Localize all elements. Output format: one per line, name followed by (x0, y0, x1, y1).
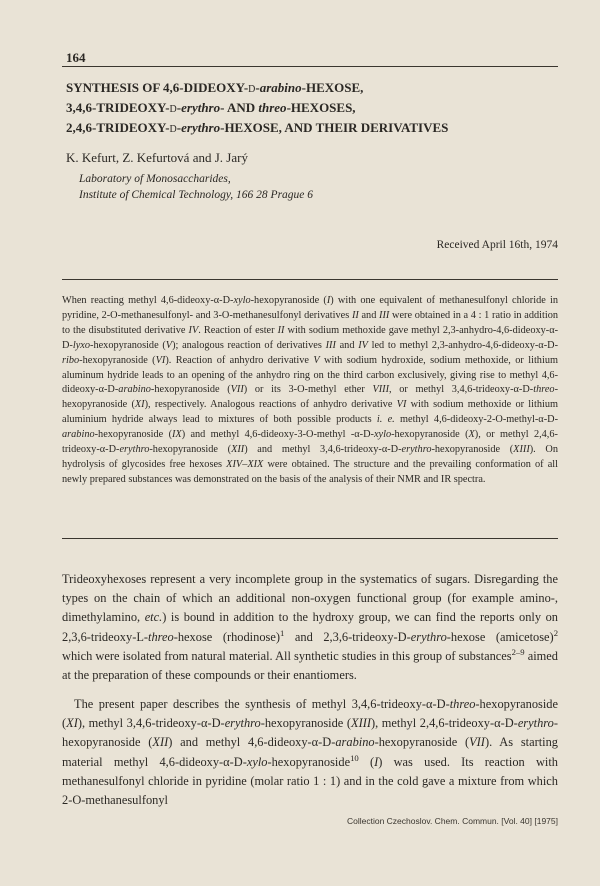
abstract-text-run: VI (396, 399, 407, 411)
abstract-text-run: with sodium hydroxide, sodium methoxide, or lithium aluminum hydride leads to an opening of the anhydro ring on the third carbon exclusively, giving rise to methyl 4,6-dideoxy-α-D- (62, 354, 558, 396)
paragraph1-text-run: threo (148, 629, 174, 644)
abstract-text-run: -hexopyranoside ( (250, 295, 327, 306)
paragraph2-text-run: XIII (351, 716, 371, 731)
abstract-text-run: II (351, 309, 359, 321)
body-paragraph-2 (62, 695, 558, 810)
abstract-text-run: with sodium methoxide or lithium aluminium hydride always lead to mixtures of both possible products (62, 399, 559, 426)
abstract-text-run: ). Reaction of anhydro derivative (165, 354, 314, 366)
abstract-text-run: IX (172, 429, 182, 441)
paragraph2-text-run: -hexopyranoside ( (260, 716, 352, 731)
abstract-text-run: xylo (373, 429, 392, 441)
abstract-text-run: I (326, 295, 331, 306)
paragraph2-text-run: erythro (224, 716, 261, 731)
abstract-text-run: -hexopyranoside ( (150, 384, 231, 396)
header-rule (62, 66, 558, 67)
paragraph2-text-run: -hexopyranoside ( (374, 735, 470, 750)
abstract-text-run: III (325, 339, 336, 351)
abstract-text-run: erythro (401, 444, 432, 456)
abstract-bottom-rule (62, 538, 558, 539)
abstract-text-run: xylo (233, 295, 251, 306)
abstract-text-run: V (313, 354, 320, 366)
abstract-text-run: II (277, 324, 285, 336)
abstract-text-run: lyxo (72, 339, 91, 351)
abstract-text-run: were obtained. The structure and the prevailing conformation of all newly prepared substances was demonstrated on the basis of the analysis of their NMR and IR spectra. (62, 458, 558, 485)
paragraph1-text-run: which were isolated from natural material. All synthetic studies in this group of substances (62, 648, 512, 663)
abstract-text-run: erythro (119, 444, 150, 456)
article-title: SYNTHESIS OF 4,6-DIDEOXY-D-arabino-HEXOSE, 3,4,6-TRIDEOXY-D-erythro- AND threo-HEXOSES, 2,4,6-TRIDEOXY-D-erythro-HEXOSE, AND THEIR DERIVATIVES (66, 80, 449, 135)
abstract-text-run: with sodium methoxide gave methyl 2,3-anhydro-4,6-dideoxy-α-D- (62, 324, 559, 351)
abstract-text-run: XIV (226, 458, 243, 470)
abstract-text-run: V (165, 339, 173, 351)
paragraph2-text-run: The present paper describes the synthesis of methyl 3,4,6-trideoxy-α-D- (74, 697, 450, 711)
abstract-text-run: -hexopyranoside ( (94, 429, 172, 441)
abstract-text-run: -hexopyranoside ( (62, 384, 558, 411)
paragraph2-text-run: ), methyl 3,4,6-trideoxy-α-D- (77, 716, 225, 731)
abstract-text-run: X (468, 429, 475, 441)
abstract-top-rule (62, 279, 558, 280)
affiliation-line: Laboratory of Monosaccharides, (79, 173, 231, 185)
abstract-text-run: IV (358, 339, 368, 351)
abstract-text-run: XIX (247, 458, 264, 470)
abstract-text-run: ). On hydrolysis of glycosides free hexoses (62, 444, 558, 470)
abstract-text-run: threo (533, 384, 555, 396)
paragraph2-text-run: XI (66, 716, 78, 731)
abstract-text-run: XI (134, 399, 145, 411)
paragraph1-text-run: etc. (144, 610, 163, 625)
abstract-text-run: IV (188, 324, 199, 336)
abstract-text-run: ) and methyl 4,6-dideoxy-3-O-methyl -α-D- (181, 429, 374, 441)
paragraph1-text-run: Trideoxyhexoses represent a very incomplete group in the systematics of sugars. Disregarding the types on the chain of which an additional non-oxygen functional group (for example amino-, dimethylamino, (62, 572, 558, 625)
abstract-text-run: and (358, 309, 380, 321)
paragraph1-text-run: -hexose (rhodinose) (173, 629, 280, 644)
abstract-text-run: arabino (62, 429, 95, 441)
abstract-text-run: -hexopyranoside ( (90, 339, 166, 351)
received-date: Received April 16th, 1974 (436, 239, 558, 251)
abstract-text-run: When reacting methyl 4,6-dideoxy-α-D- (62, 295, 234, 306)
abstract-text-run: VI (155, 354, 166, 366)
abstract-text-run: III (379, 309, 390, 321)
abstract-text-run: -hexopyranoside ( (431, 444, 514, 456)
abstract-text-run: -hexopyranoside ( (149, 444, 232, 456)
abstract-text-run: XII (231, 444, 245, 456)
abstract-text-run: and (335, 339, 359, 351)
paragraph2-text-run: -hexopyranoside (267, 754, 351, 769)
paragraph2-text-run: VII (469, 735, 485, 750)
abstract-text-run: ), or methyl 2,4,6-trideoxy-α-D- (62, 429, 558, 456)
affiliation-line: Institute of Chemical Technology, 166 28 Prague 6 (79, 189, 314, 201)
paragraph2-text-run: ), methyl 2,4,6-trideoxy-α-D- (370, 716, 518, 731)
paragraph2-text-run: ). As starting material methyl 4,6-dideoxy-α-D- (62, 735, 558, 769)
abstract-text-run: -hexopyranoside ( (79, 354, 156, 366)
paragraph2-text-run: threo (449, 697, 476, 711)
abstract-text-run: methyl 4,6-dideoxy-2-O-methyl-α-D- (394, 414, 558, 426)
paragraph2-text-run: 10 (350, 752, 359, 763)
abstract-text-run: led to methyl 2,3-anhydro-4,6-dideoxy-α-D- (367, 339, 558, 351)
abstract-text-run: VII (230, 384, 244, 396)
paragraph1-text-run: 2 (553, 627, 559, 638)
abstract-text-run: . Reaction of ester (198, 324, 278, 336)
authors: K. Kefurt, Z. Kefurtová and J. Jarý (66, 150, 248, 165)
paragraph1-text-run: 2–9 (511, 646, 525, 657)
abstract-text-run: -hexopyranoside ( (391, 429, 469, 441)
paragraph2-text-run: -hexopyranoside ( (62, 697, 558, 731)
body-paragraph-1 (62, 570, 558, 685)
abstract-text-run: VIII (372, 384, 390, 396)
paragraph2-text-run: -hexopyranoside ( (62, 716, 558, 750)
abstract-text-run: were obtained in a 4 : 1 ratio in addition to the disubstituted derivative (62, 309, 559, 336)
abstract-text-run: , or methyl 3,4,6-trideoxy-α-D- (389, 384, 534, 396)
page-number: 164 (66, 50, 86, 65)
paragraph2-text-run: I (374, 754, 379, 769)
abstract-text-run: ); analogous reaction of derivatives (172, 339, 326, 351)
paragraph2-text-run: erythro (517, 716, 554, 731)
paragraph2-text-run: XII (152, 735, 169, 750)
paragraph1-text-run: aimed at the preparation of these compounds or their enantiomers. (62, 648, 558, 683)
affiliation (79, 171, 313, 203)
abstract-text-run: XIII (513, 444, 530, 456)
paragraph2-text-run: ) and methyl 4,6-dideoxy-α-D- (168, 735, 336, 750)
abstract (62, 294, 558, 488)
abstract-text-run: arabino (118, 384, 151, 396)
paragraph1-text-run: ) is bound in addition to the hydroxy group, we can find the reports only on 2,3,6-trideoxy-L- (62, 610, 558, 644)
paragraph2-text-run: arabino (335, 735, 375, 750)
paragraph2-text-run: ) was used. Its reaction with methanesulfonyl chloride in pyridine (molar ratio 1 : 1) and in the cold gave a mixture from which 2-O-methanesulfonyl (62, 754, 558, 808)
paragraph1-text-run: and 2,3,6-trideoxy-D- (284, 629, 411, 644)
paragraph1-text-run: 1 (279, 627, 285, 638)
abstract-text-run: ) and methyl 3,4,6-trideoxy-α-D- (244, 444, 402, 456)
abstract-text-run: ), respectively. Analogous reactions of anhydro derivative (144, 399, 397, 411)
abstract-text-run: i. e. (376, 414, 395, 426)
abstract-text-run: ) with one equivalent of methanesulfonyl chloride in pyridine, 2-O-methanesulfonyl- and 3-O-methanesulfonyl derivatives (62, 295, 558, 321)
abstract-text-run: ) or its 3-O-methyl ether (243, 384, 373, 396)
paragraph1-text-run: erythro (410, 629, 447, 644)
paragraph2-text-run: xylo (246, 754, 268, 769)
abstract-text-run: ribo (62, 354, 80, 366)
paragraph2-text-run: ( (358, 754, 375, 769)
abstract-text-run: – (242, 458, 248, 470)
paragraph1-text-run: -hexose (amicetose) (446, 629, 554, 644)
journal-footer: Collection Czechoslov. Chem. Commun. [Vol. 40] [1975] (346, 816, 558, 826)
